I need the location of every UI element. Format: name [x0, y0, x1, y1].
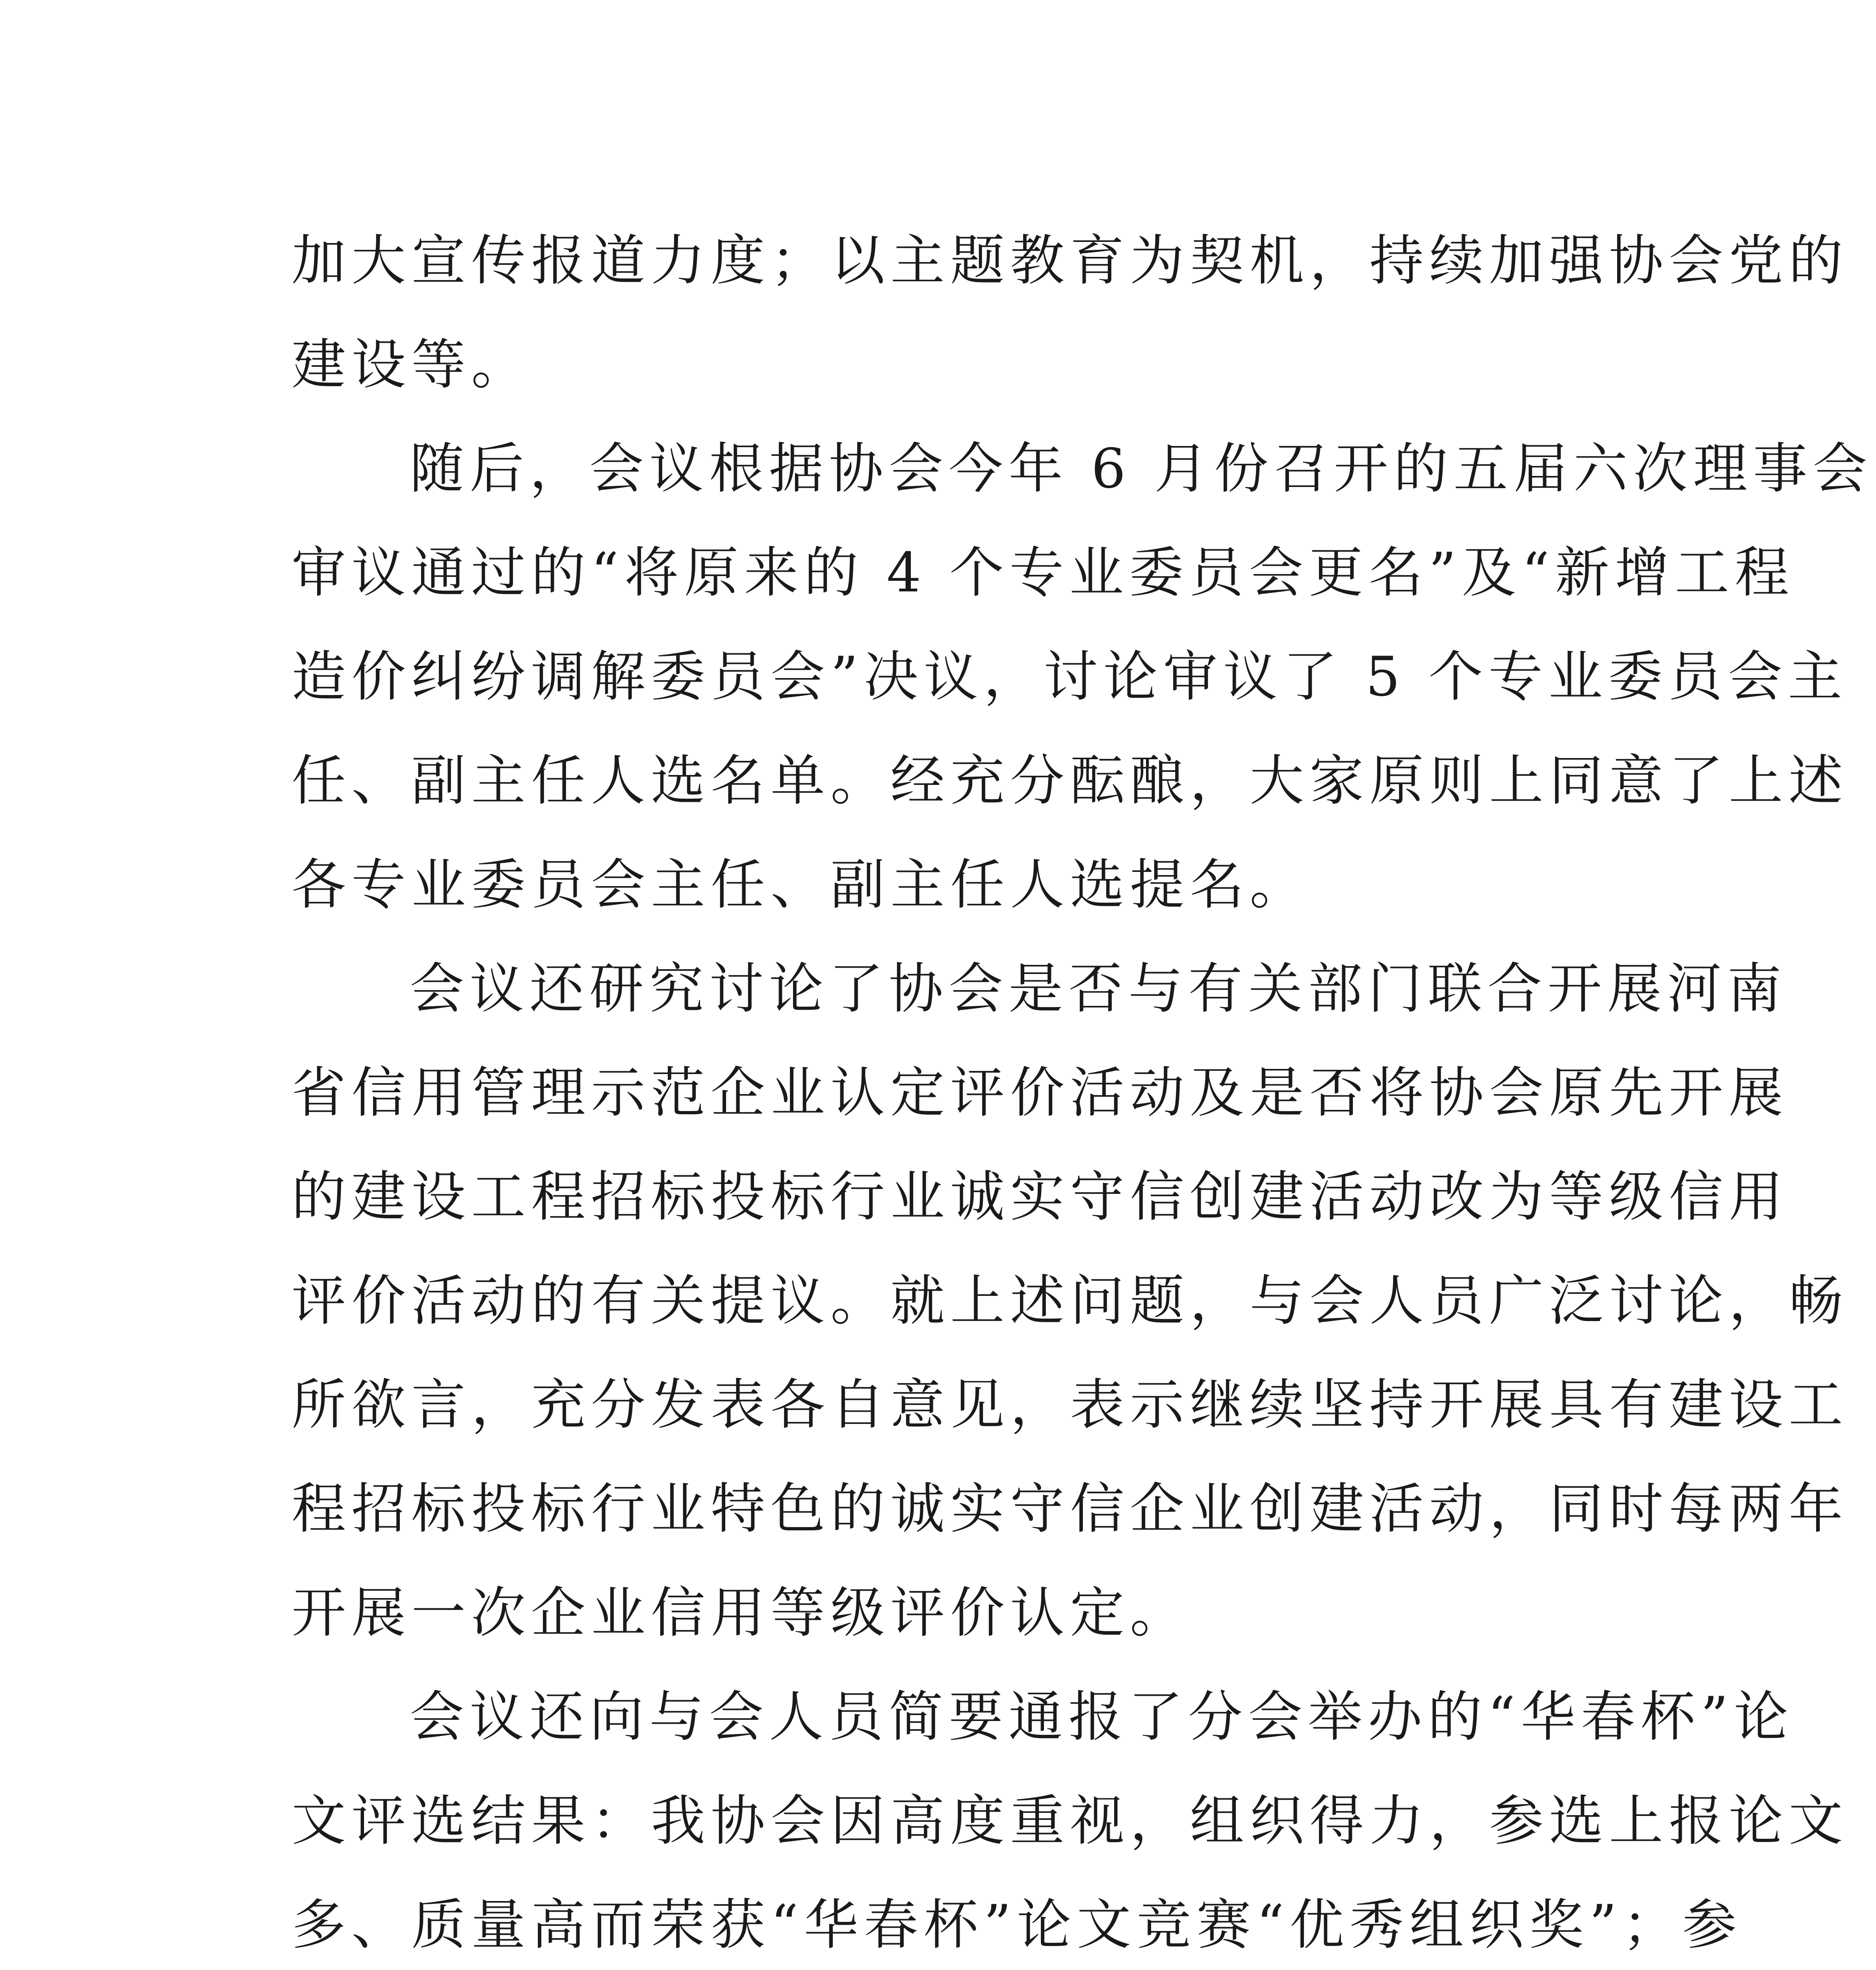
text-line: 会议还向与会人员简要通报了分会举办的“华春杯”论 [410, 1685, 1794, 1749]
text-line: 随后，会议根据协会今年 6 月份召开的五届六次理事会 [410, 437, 1873, 500]
text-line: 省信用管理示范企业认定评价活动及是否将协会原先开展 [292, 1061, 1789, 1124]
text-line: 造价纠纷调解委员会”决议，讨论审议了 5 个专业委员会主 [292, 645, 1848, 708]
text-line: 审议通过的“将原来的 4 个专业委员会更名”及“新增工程 [292, 541, 1795, 604]
text-line: 评价活动的有关提议。就上述问题，与会人员广泛讨论，畅 [292, 1269, 1849, 1333]
body-text [292, 209, 1873, 1970]
text-line: 文评选结果：我协会因高度重视，组织得力，参选上报论文 [292, 1789, 1849, 1853]
text-line: 各专业委员会主任、副主任人选提名。 [292, 853, 1310, 916]
text-line: 的建设工程招标投标行业诚实守信创建活动改为等级信用 [292, 1165, 1789, 1228]
text-line: 加大宣传报道力度；以主题教育为契机，持续加强协会党的 [292, 229, 1849, 292]
text-line: 会议还研究讨论了协会是否与有关部门联合开展河南 [410, 957, 1787, 1020]
text-line: 任、副主任人选名单。经充分酝酿，大家原则上同意了上述 [292, 749, 1849, 812]
text-line: 开展一次企业信用等级评价认定。 [292, 1581, 1190, 1645]
text-line: 多、质量高而荣获“华春杯”论文竞赛“优秀组织奖”；参 [292, 1893, 1742, 1957]
text-line: 所欲言，充分发表各自意见，表示继续坚持开展具有建设工 [292, 1373, 1849, 1437]
text-line: 程招标投标行业特色的诚实守信企业创建活动，同时每两年 [292, 1477, 1849, 1541]
text-line: 建设等。 [292, 333, 531, 396]
